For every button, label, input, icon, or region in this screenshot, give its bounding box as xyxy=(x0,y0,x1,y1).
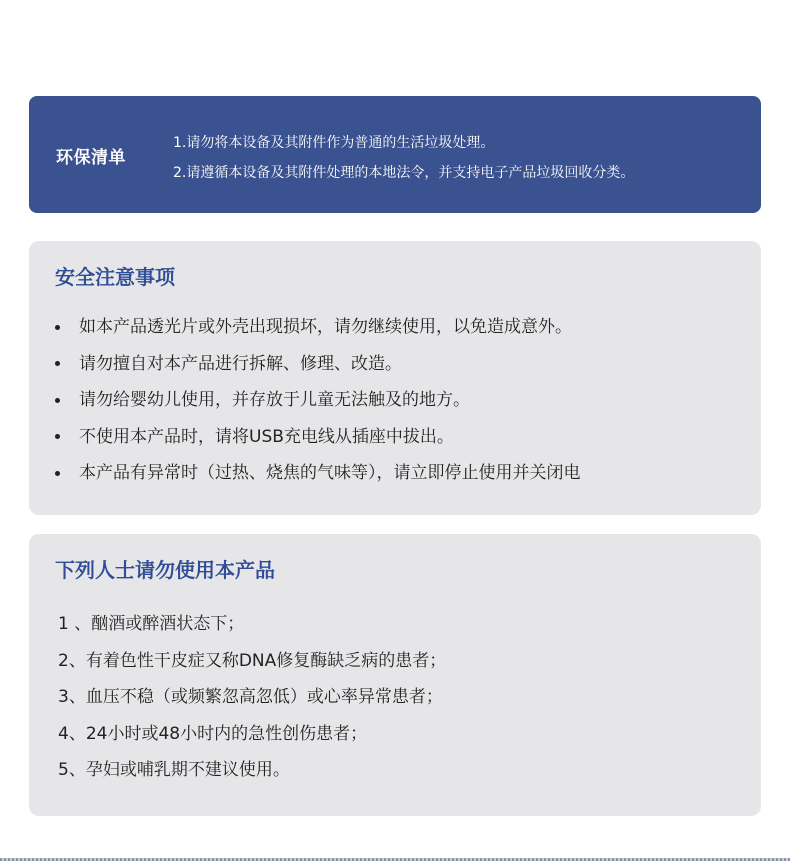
restricted-list xyxy=(58,606,446,789)
list-item: 1 、酗酒或醉酒状态下； xyxy=(58,614,245,634)
bullet-icon xyxy=(55,398,60,403)
environment-title: 环保清单 xyxy=(56,148,126,168)
restricted-title: 下列人士请勿使用本产品 xyxy=(55,558,275,582)
environment-notice-banner xyxy=(29,96,761,213)
list-item-text: 本产品有异常时（过热、烧焦的气味等），请立即停止使用并关闭电 xyxy=(79,463,581,483)
list-item xyxy=(55,382,581,419)
list-item-text: 请勿给婴幼儿使用，并存放于儿童无法触及的地方。 xyxy=(79,390,470,410)
restricted-users-card xyxy=(29,534,761,816)
list-item: 4、24小时或48小时内的急性创伤患者； xyxy=(58,723,368,744)
environment-lines xyxy=(173,128,634,188)
list-item xyxy=(55,346,581,383)
list-item: 2、有着色性干皮症又称DNA修复酶缺乏病的患者； xyxy=(58,650,447,671)
bullet-icon xyxy=(55,434,60,439)
list-item: 5、孕妇或哺乳期不建议使用。 xyxy=(58,760,290,780)
safety-title: 安全注意事项 xyxy=(55,265,175,289)
bullet-icon xyxy=(55,471,60,476)
list-item xyxy=(55,419,581,456)
list-item xyxy=(55,455,581,492)
bullet-icon xyxy=(55,361,60,366)
list-item-text: 如本产品透光片或外壳出现损坏，请勿继续使用，以免造成意外。 xyxy=(79,317,572,337)
environment-line: 2.请遵循本设备及其附件处理的本地法令，并支持电子产品垃圾回收分类。 xyxy=(173,165,635,181)
list-item-text: 请勿擅自对本产品进行拆解、修理、改造。 xyxy=(79,353,402,374)
list-item: 3、血压不稳（或频繁忽高忽低）或心率异常患者； xyxy=(58,687,443,707)
bullet-icon xyxy=(55,325,60,330)
safety-precautions-card xyxy=(29,241,761,515)
safety-list xyxy=(55,309,581,492)
environment-line: 1.请勿将本设备及其附件作为普通的生活垃圾处理。 xyxy=(173,135,495,151)
list-item xyxy=(55,309,581,346)
list-item-text: 不使用本产品时，请将USB充电线从插座中拔出。 xyxy=(79,426,454,447)
